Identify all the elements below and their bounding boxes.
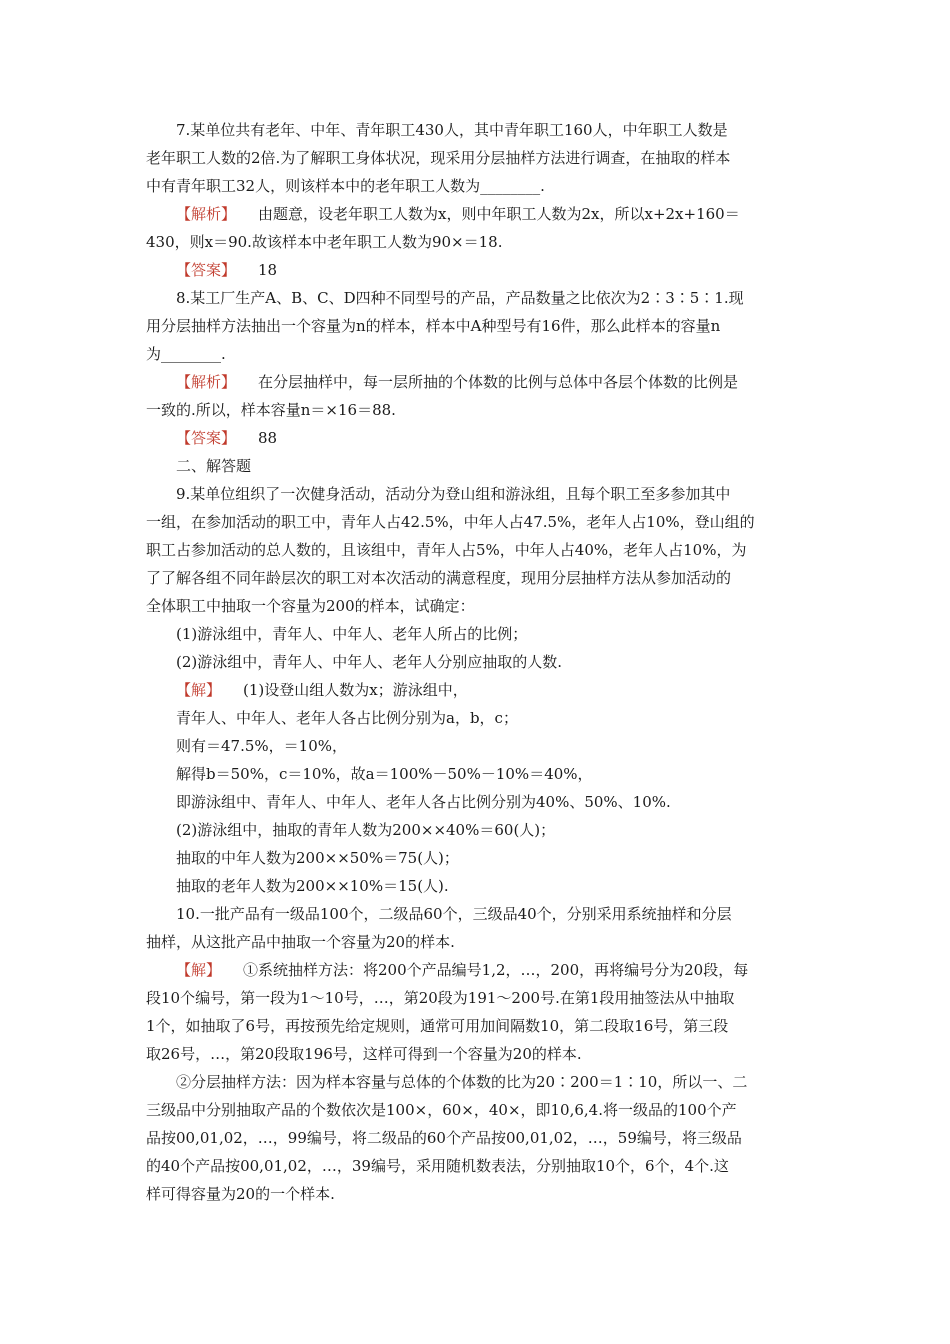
question-8-analysis-line-1: 在分层抽样中，每一层所抽的个体数的比例与总体中各层个体数的比例是 [258, 373, 739, 391]
question-10-solution [146, 956, 810, 984]
question-9-solution [146, 676, 810, 704]
question-9-line-1: 9.某单位组织了一次健身活动，活动分为登山组和游泳组，且每个职工至多参加其中 [176, 485, 731, 503]
question-8-line-1: 8.某工厂生产A、B、C、D四种不同型号的产品，产品数量之比依次为2∶3∶5∶1.现 [176, 289, 744, 307]
question-7-answer [146, 256, 810, 284]
question-9-line-5: 全体职工中抽取一个容量为200的样本，试确定： [146, 597, 475, 615]
question-9-solution-line-2: 青年人、中年人、老年人各占比例分别为a，b，c； [176, 709, 518, 727]
answer-tag: 【答案】 [176, 429, 237, 447]
answer-tag: 【答案】 [176, 261, 237, 279]
question-8-analysis [146, 368, 810, 396]
question-9-solution-line-1: (1)设登山组人数为x；游泳组中， [243, 681, 468, 699]
question-10-line-1: 10.一批产品有一级品100个，二级品60个，三级品40个，分别采用系统抽样和分层 [176, 905, 732, 923]
question-9-part-2: (2)游泳组中，青年人、中年人、老年人分别应抽取的人数. [176, 653, 563, 671]
question-10 [146, 900, 810, 1208]
question-9-line-3: 职工占参加活动的总人数的，且该组中，青年人占5%，中年人占40%，老年人占10%，为 [146, 541, 747, 559]
question-8-answer [146, 424, 810, 452]
question-10-method-2-line-2: 三级品中分别抽取产品的个数依次是100×，60×，40×，即10,6,4.将一级品的100个产 [146, 1101, 737, 1119]
question-8-answer-value: 88 [258, 429, 278, 447]
question-8-line-3: 为________. [146, 345, 226, 363]
question-7-answer-value: 18 [258, 261, 278, 279]
question-7-analysis-line-1: 由题意，设老年职工人数为x，则中年职工人数为2x，所以x+2x+160＝ [258, 205, 740, 223]
question-10-solution-line-4: 取26号，…，第20段取196号，这样可得到一个容量为20的样本. [146, 1045, 582, 1063]
question-9-solution-line-7: 抽取的中年人数为200××50%＝75(人)； [176, 849, 459, 867]
question-9-line-2: 一组，在参加活动的职工中，青年人占42.5%，中年人占47.5%，老年人占10%，登山组的 [146, 513, 755, 531]
question-9-solution-line-3: 则有＝47.5%，＝10%， [176, 737, 347, 755]
question-10-method-2-line-3: 品按00,01,02，…，99编号，将二级品的60个产品按00,01,02，…，59编号，将三级品 [146, 1129, 742, 1147]
question-9 [146, 480, 810, 900]
section-heading: 二、解答题 [176, 457, 252, 475]
document-body [146, 116, 810, 1208]
question-8-analysis-line-2: 一致的.所以，样本容量n＝×16＝88. [146, 401, 396, 419]
question-9-solution-line-6: (2)游泳组中，抽取的青年人数为200××40%＝60(人)； [176, 821, 556, 839]
question-10-solution-line-1: ①系统抽样方法：将200个产品编号1,2，…，200，再将编号分为20段，每 [243, 961, 749, 979]
question-9-solution-line-5: 即游泳组中、青年人、中年人、老年人各占比例分别为40%、50%、10%. [176, 793, 671, 811]
question-10-method-2-line-1: ②分层抽样方法：因为样本容量与总体的个体数的比为20∶200＝1∶10，所以一、二 [176, 1073, 748, 1091]
solution-tag: 【解】 [176, 681, 222, 699]
question-7-line-3: 中有青年职工32人，则该样本中的老年职工人数为________. [146, 177, 545, 195]
question-7-analysis [146, 200, 810, 228]
question-7-analysis-line-2: 430，则x＝90.故该样本中老年职工人数为90×＝18. [146, 233, 503, 251]
question-10-solution-line-2: 段10个编号，第一段为1～10号，…，第20段为191～200号.在第1段用抽签法从中抽取 [146, 989, 735, 1007]
question-9-solution-line-8: 抽取的老年人数为200××10%＝15(人). [176, 877, 449, 895]
question-10-line-2: 抽样，从这批产品中抽取一个容量为20的样本. [146, 933, 455, 951]
question-9-solution-line-4: 解得b＝50%，c＝10%，故a＝100%－50%－10%＝40%， [176, 765, 593, 783]
question-8 [146, 284, 810, 452]
question-7-line-1: 7.某单位共有老年、中年、青年职工430人，其中青年职工160人，中年职工人数是 [176, 121, 728, 139]
question-10-method-2-line-5: 样可得容量为20的一个样本. [146, 1185, 335, 1203]
question-8-line-2: 用分层抽样方法抽出一个容量为n的样本，样本中A种型号有16件，那么此样本的容量n [146, 317, 721, 335]
question-7-line-2: 老年职工人数的2倍.为了解职工身体状况，现采用分层抽样方法进行调查，在抽取的样本 [146, 149, 731, 167]
solution-tag: 【解】 [176, 961, 222, 979]
question-9-line-4: 了了解各组不同年龄层次的职工对本次活动的满意程度，现用分层抽样方法从参加活动的 [146, 569, 732, 587]
question-10-method-2-line-4: 的40个产品按00,01,02，…，39编号，采用随机数表法，分别抽取10个，6个，4个.这 [146, 1157, 729, 1175]
question-9-part-1: (1)游泳组中，青年人、中年人、老年人所占的比例； [176, 625, 528, 643]
question-10-solution-line-3: 1个，如抽取了6号，再按预先给定规则，通常可用加间隔数10，第二段取16号，第三段 [146, 1017, 729, 1035]
analysis-tag: 【解析】 [176, 373, 237, 391]
question-7 [146, 116, 810, 284]
analysis-tag: 【解析】 [176, 205, 237, 223]
